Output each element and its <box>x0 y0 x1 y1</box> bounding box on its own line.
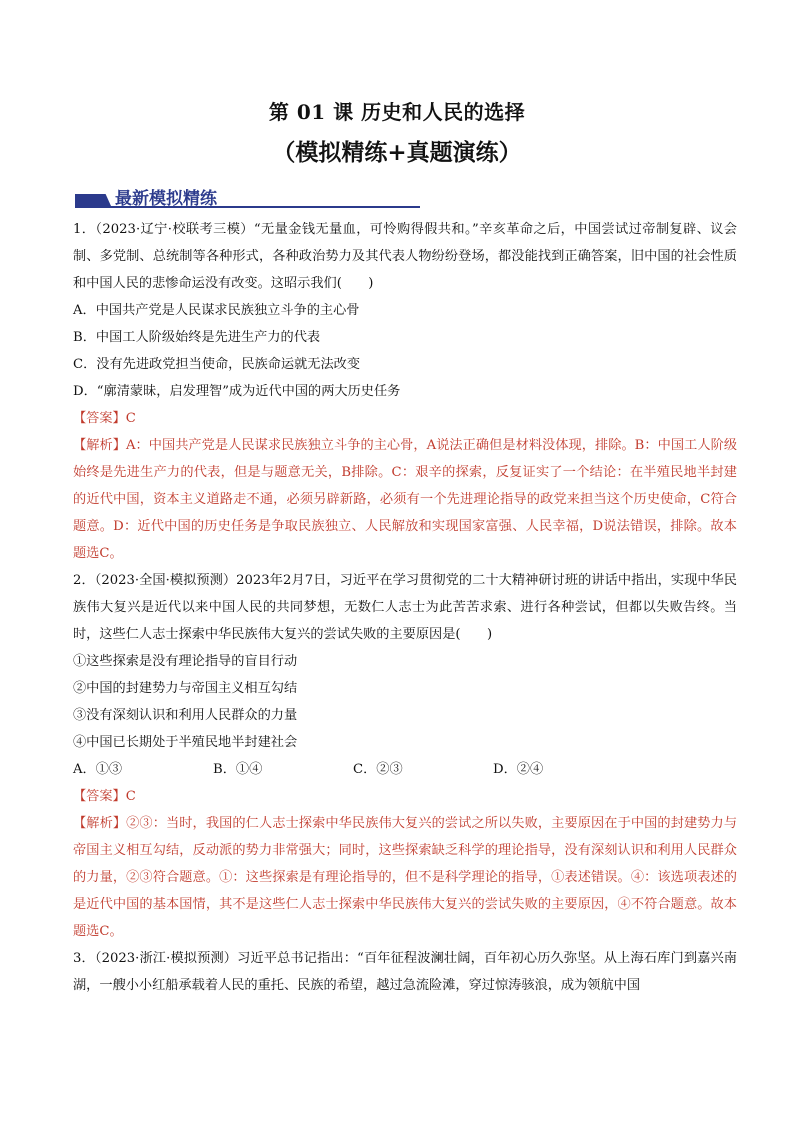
q2-option-b: B．①④ <box>213 762 263 777</box>
q2-item-1: ①这些探索是没有理论指导的盲目行动 <box>73 654 298 669</box>
answer-tag: 【答案】 <box>73 411 126 426</box>
analysis-text: A：中国共产党是人民谋求民族独立斗争的主心骨，A说法正确但是材料没体现，排除。B：中国工人阶级始终是先进生产力的代表，但是与题意无关，B排除。C：艰辛的探索，反复证实了一个结论：在半殖民地半封建的近代中国，资本主义道路走不通，必须另辟新路，必须有一个先进理论指导的政党来担当这个历史使命，C符合题意。D：近代中国的历史任务是争取民族独立、人民解放和实现国家富强、人民幸福，D说法错误，排除。故本题选C。 <box>73 438 738 561</box>
q1-option-b: B．中国工人阶级始终是先进生产力的代表 <box>73 330 321 345</box>
q2-analysis <box>73 810 737 945</box>
section-header <box>75 184 435 212</box>
answer-value: C <box>125 411 136 426</box>
q2-option-d: D．②④ <box>493 762 544 777</box>
question-content <box>73 216 737 999</box>
q1-option-a: A．中国共产党是人民谋求民族独立斗争的主心骨 <box>73 303 360 318</box>
analysis-tag: 【解析】 <box>73 438 126 453</box>
q2-item-2: ②中国的封建势力与帝国主义相互勾结 <box>73 681 298 696</box>
q1-stem: 1．（2023·辽宁·校联考三模）“无量金钱无量血，可怜购得假共和。”辛亥革命之后，中国尝试过帝制复辟、议会制、多党制、总统制等各种形式，各种政治势力及其代表人物纷纷登场，都没能找到正确答案，旧中国的社会性质和中国人民的悲惨命运没有改变。这昭示我们( ) <box>73 222 737 291</box>
q2-option-a: A．①③ <box>73 762 123 777</box>
answer-value: C <box>125 789 136 804</box>
answer-tag: 【答案】 <box>73 789 126 804</box>
analysis-tag: 【解析】 <box>73 816 127 831</box>
q2-answer <box>73 783 737 810</box>
section-marker-icon <box>75 194 111 206</box>
q2-item-3: ③没有深刻认识和利用人民群众的力量 <box>73 708 298 723</box>
q2-item-4: ④中国已长期处于半殖民地半封建社会 <box>73 735 298 750</box>
q3-stem: 3．（2023·浙江·模拟预测）习近平总书记指出：“百年征程波澜壮阔，百年初心历久弥坚。从上海石库门到嘉兴南湖，一艘小小红船承载着人民的重托、民族的希望，越过急流险滩，穿过惊涛骇浪，成为领航中国 <box>73 951 737 993</box>
analysis-text: ②③：当时，我国的仁人志士探索中华民族伟大复兴的尝试之所以失败，主要原因在于中国的封建势力与帝国主义相互勾结，反动派的势力非常强大；同时，这些探索缺乏科学的理论指导，没有深刻认识和利用人民群众的力量，②③符合题意。①：这些探索是有理论指导的，但不是科学理论的指导，①表述错误。④：该选项表述的是近代中国的基本国情，其不是这些仁人志士探索中华民族伟大复兴的尝试失败的主要原因，④不符合题意。故本题选C。 <box>73 816 738 939</box>
q1-option-d: D．“廓清蒙昧，启发理智”成为近代中国的两大历史任务 <box>73 384 401 399</box>
q2-options <box>73 756 737 783</box>
lesson-subtitle: （模拟精练+真题演练） <box>272 139 522 166</box>
q2-option-c: C．②③ <box>353 762 403 777</box>
q1-analysis <box>73 432 737 567</box>
section-label: 最新模拟精练 <box>115 189 217 209</box>
q1-option-c: C．没有先进政党担当使命，民族命运就无法改变 <box>73 357 361 372</box>
lesson-title: 第 01 课 历史和人民的选择 <box>268 100 526 124</box>
q2-stem: 2．（2023·全国·模拟预测）2023年2月7日，习近平在学习贯彻党的二十大精神研讨班的讲话中指出，实现中华民族伟大复兴是近代以来中国人民的共同梦想，无数仁人志士为此苦苦求索、进行各种尝试，但都以失败告终。当时，这些仁人志士探索中华民族伟大复兴的尝试失败的主要原因是( ) <box>73 573 737 642</box>
q1-answer <box>73 405 737 432</box>
